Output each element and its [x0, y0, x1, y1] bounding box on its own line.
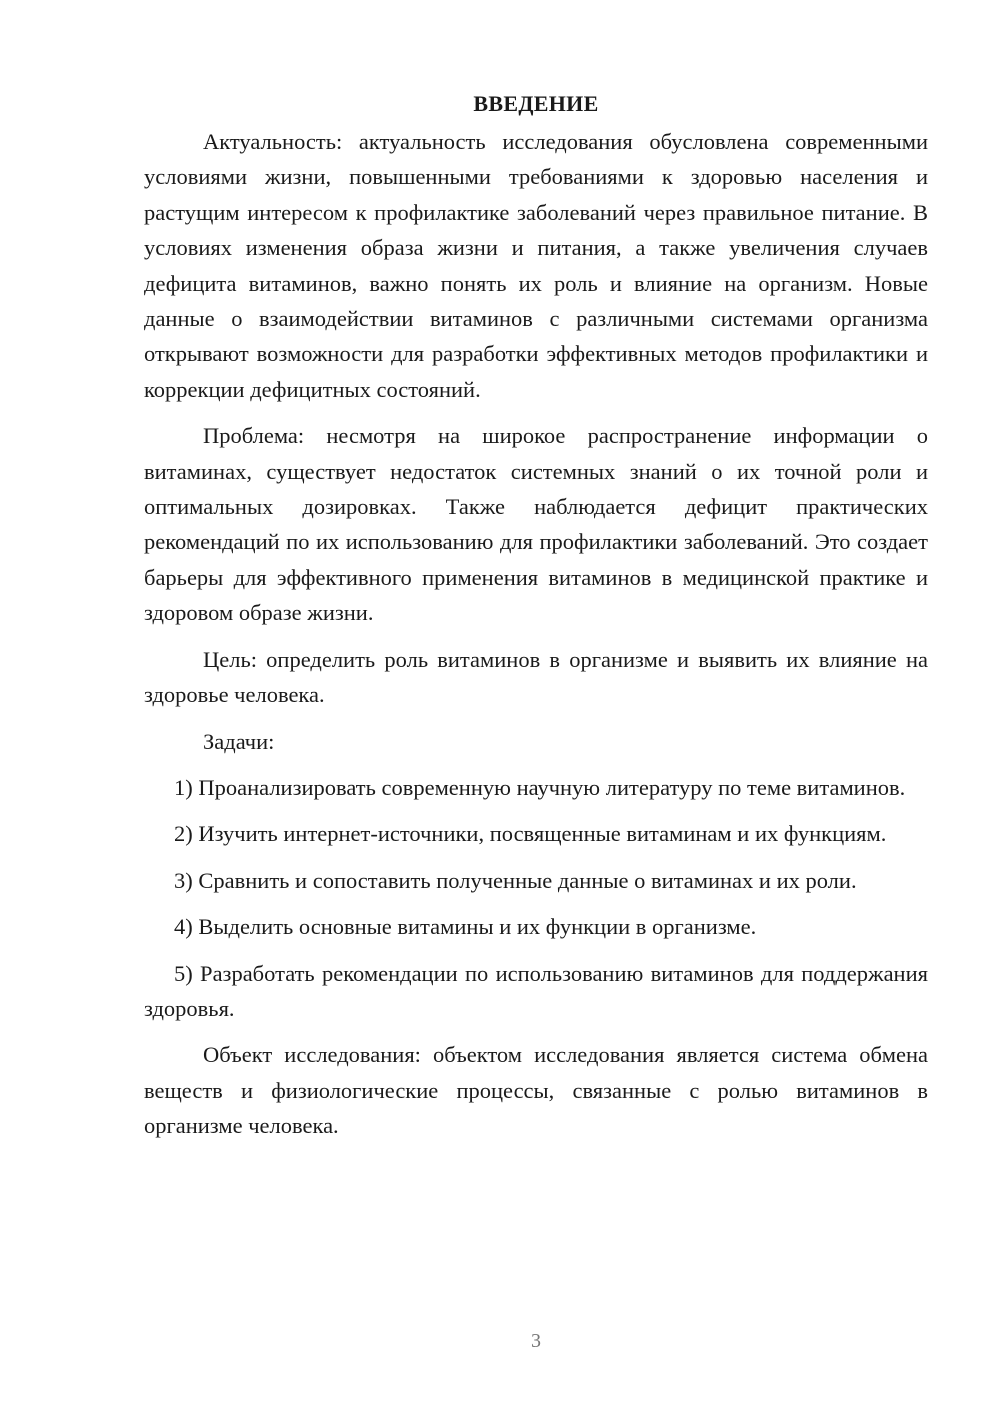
task-item: 2) Изучить интернет-источники, посвященные витаминам и их функциям. [174, 821, 887, 847]
task-item: 4) Выделить основные витамины и их функции в организме. [174, 914, 757, 940]
task-item: 1) Проанализировать современную научную литературу по теме витаминов. [174, 774, 906, 800]
page-number: 3 [531, 1330, 541, 1352]
goal-paragraph: Цель: определить роль витаминов в организме и выявить их влияние на здоровье человека. [144, 646, 928, 708]
task-item: 5) Разработать рекомендации по использованию витаминов для поддержания здоровья. [144, 960, 928, 1021]
object-paragraph: Объект исследования: объектом исследования является система обмена веществ и физиологические процессы, связанные с ролью витаминов в организме человека. [144, 1042, 928, 1139]
problem-paragraph: Проблема: несмотря на широкое распространение информации о витаминах, существует недостаток системных знаний о их точной роли и оптимальных дозировках. Также наблюдается дефицит практических рекомендаций по их использованию для профилактики заболеваний. Это создает барьеры для эффективного применения витаминов в медицинской практике и здоровом образе жизни. [144, 423, 928, 626]
section-title: ВВЕДЕНИЕ [473, 91, 599, 116]
tasks-list [144, 770, 928, 1026]
document-body [144, 88, 928, 1155]
tasks-heading: Задачи: [203, 728, 275, 754]
relevance-paragraph: Актуальность: актуальность исследования обусловлена современными условиями жизни, повышенными требованиями к здоровью населения и растущим интересом к профилактике заболеваний через правильное питание. В условиях изменения образа жизни и питания, а также увеличения случаев дефицита витаминов, важно понять их роль и влияние на организм. Новые данные о взаимодействии витаминов с различными системами организма открывают возможности для разработки эффективных методов профилактики и коррекции дефицитных состояний. [144, 129, 928, 402]
task-item: 3) Сравнить и сопоставить полученные данные о витаминах и их роли. [174, 867, 857, 893]
